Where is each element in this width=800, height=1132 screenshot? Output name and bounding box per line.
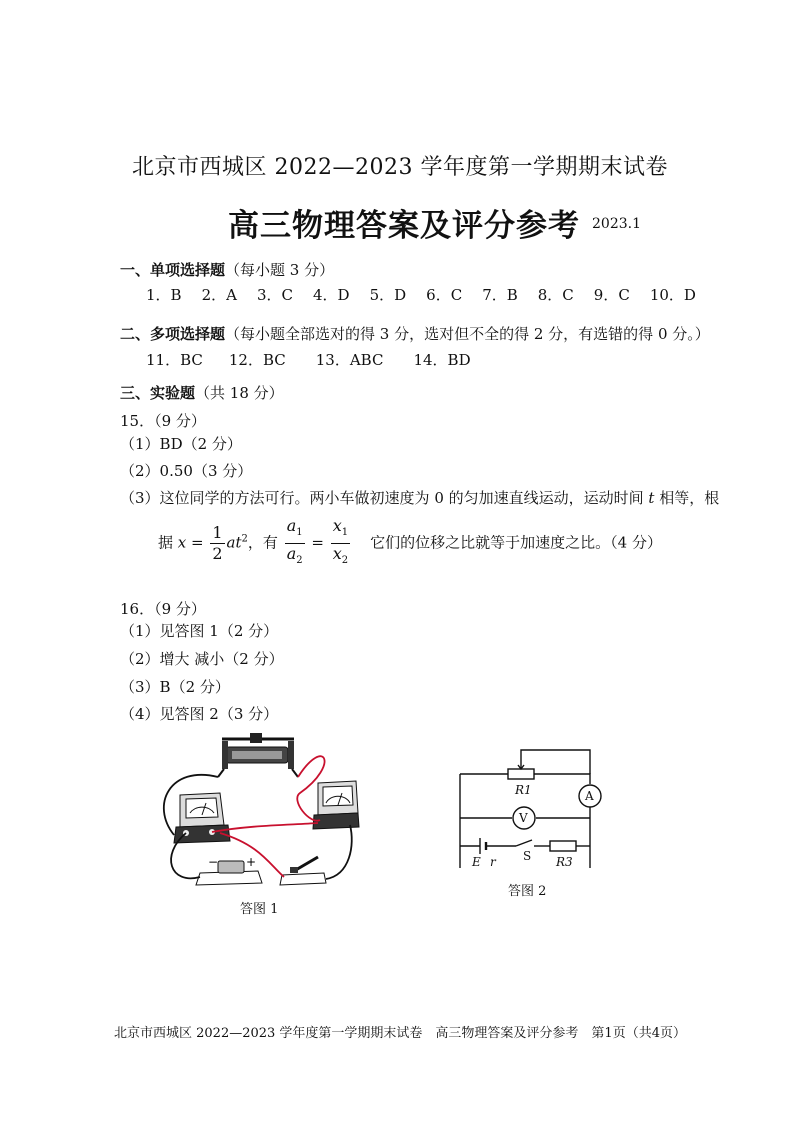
figure2-caption: 答图 2	[508, 884, 547, 899]
q15-part3-text-a: （3）这位同学的方法可行。两小车做初速度为 0 的匀加速直线运动，运动时间	[120, 489, 649, 507]
section3-title: 三、实验题	[120, 384, 196, 402]
label-r1: R1	[515, 783, 532, 797]
label-voltmeter: V	[519, 811, 528, 825]
q15-part3	[120, 487, 719, 508]
document-title: 高三物理答案及评分参考	[228, 208, 580, 244]
figure1-caption: 答图 1	[240, 902, 279, 917]
battery-icon	[196, 855, 262, 885]
formula-prefix: 据	[158, 533, 178, 552]
circuit-wiring-figure	[150, 725, 360, 895]
a2-symbol: a	[286, 544, 297, 564]
fraction-x1-x2	[331, 516, 350, 571]
fraction-a2	[285, 544, 305, 571]
q16-part3: （3）B（2 分）	[120, 678, 230, 696]
r1-resistor-icon	[508, 769, 534, 779]
label-ammeter: A	[585, 789, 594, 803]
section2-title: 二、多项选择题	[120, 325, 226, 343]
answer-1: 1．B	[146, 286, 182, 304]
exam-title: 北京市西城区 2022—2023 学年度第一学期期末试卷	[132, 155, 668, 180]
fraction-half-numerator: 1	[212, 523, 223, 543]
formula-equals-2: =	[306, 533, 329, 552]
document-date: 2023.1	[592, 216, 641, 232]
q15-part1: （1）BD（2 分）	[120, 435, 242, 453]
circuit-schematic-figure	[440, 742, 610, 872]
section3-heading	[120, 382, 284, 403]
section1-title: 一、单项选择题	[120, 261, 226, 279]
svg-text:−: −	[208, 855, 219, 869]
x2-symbol: x	[332, 544, 342, 564]
fraction-half-denominator: 2	[212, 544, 223, 564]
label-r: r	[490, 855, 496, 869]
formula-middle: ，有	[247, 533, 283, 552]
r3-resistor-icon	[550, 841, 576, 851]
answer-6: 6．C	[426, 286, 463, 304]
x1-subscript: 1	[341, 527, 349, 539]
page-footer: 北京市西城区 2022—2023 学年度第一学期期末试卷 高三物理答案及评分参考 第1页（共4页）	[114, 1026, 686, 1041]
fraction-one-half	[210, 523, 224, 564]
a1-subscript: 1	[296, 527, 303, 539]
section2-heading	[120, 323, 710, 344]
q15-heading: 15．（9 分）	[120, 412, 206, 430]
a1-symbol: a	[286, 516, 297, 535]
switch-symbol-icon	[516, 840, 532, 846]
section2-answers	[146, 349, 491, 370]
answer-2: 2．A	[201, 286, 237, 304]
label-e: E	[472, 855, 481, 869]
fraction-x2	[331, 544, 350, 571]
switch-icon	[280, 857, 326, 885]
label-r3: R3	[556, 855, 573, 869]
q15-part3-text-b: 相等，根	[654, 489, 720, 507]
answer-4: 4．D	[313, 286, 350, 304]
answer-5: 5．D	[369, 286, 407, 304]
section2-note: （每小题全部选对的得 3 分，选对但不全的得 2 分，有选错的得 0 分。）	[225, 325, 710, 343]
fraction-a1	[285, 516, 305, 544]
answer-11: 11．BC	[146, 351, 203, 369]
x1-symbol: x	[332, 516, 342, 535]
rheostat-icon	[218, 733, 298, 777]
svg-text:+: +	[246, 855, 257, 869]
answer-12: 12．BC	[228, 351, 286, 369]
q16-part4: （4）见答图 2（3 分）	[120, 705, 279, 723]
section3-note: （共 18 分）	[195, 384, 284, 402]
q15-part3-time: t	[648, 489, 655, 507]
q16-heading: 16．（9 分）	[120, 600, 206, 618]
q16-part2: （2）增大 减小（2 分）	[120, 650, 284, 668]
answer-14: 14．BD	[413, 351, 471, 369]
fraction-a1-a2	[285, 516, 305, 571]
label-s: S	[523, 849, 532, 863]
section1-answers	[146, 284, 696, 305]
section1-note: （每小题 3 分）	[225, 261, 335, 279]
q16-part1: （1）见答图 1（2 分）	[120, 622, 279, 640]
a2-subscript: 2	[296, 555, 303, 567]
ammeter-device-icon	[313, 781, 359, 829]
formula-tail: 它们的位移之比就等于加速度之比。（4 分）	[370, 533, 662, 552]
q15-formula	[158, 516, 662, 571]
answer-10: 10．D	[649, 286, 696, 304]
answer-9: 9．C	[593, 286, 630, 304]
answer-8: 8．C	[537, 286, 574, 304]
answer-3: 3．C	[256, 286, 293, 304]
answer-13: 13．ABC	[315, 351, 384, 369]
formula-equals: =	[186, 533, 209, 552]
formula-x: x	[177, 533, 187, 552]
formula-at: at	[226, 533, 242, 552]
formula-square: 2	[241, 533, 248, 545]
q15-part2: （2）0.50（3 分）	[120, 462, 253, 480]
fraction-x1	[331, 516, 350, 544]
x2-subscript: 2	[341, 555, 349, 567]
answer-7: 7．B	[482, 286, 518, 304]
section1-heading	[120, 259, 334, 280]
